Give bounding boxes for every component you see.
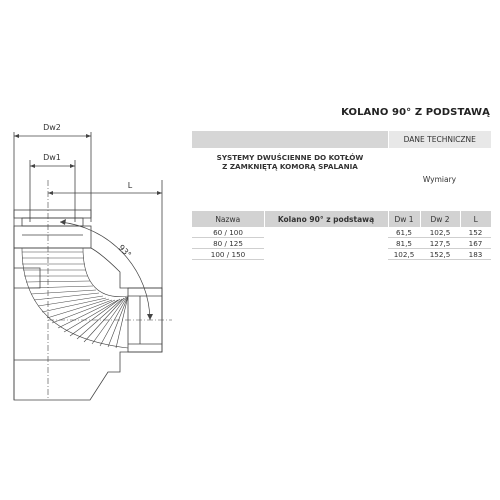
- angle-label: 93°: [116, 243, 133, 260]
- technical-data-table: [192, 131, 491, 260]
- cell-nazwa: 100 / 150: [192, 249, 264, 260]
- cell-nazwa: 60 / 100: [192, 227, 264, 238]
- header-dw1: Dw 1: [388, 211, 420, 227]
- dw2-label: Dw2: [43, 123, 61, 132]
- upper-socket: [14, 226, 91, 248]
- cell-kolano: [264, 227, 388, 238]
- header-kolano: Kolano 90° z podstawą: [264, 211, 388, 227]
- cell-dw1: 81,5: [388, 238, 420, 249]
- cell-dw2: 152,5: [420, 249, 460, 260]
- inner-collar: [22, 218, 83, 226]
- l-label: L: [127, 181, 133, 190]
- table-row: [192, 249, 491, 260]
- system-line-2: Z ZAMKNIĘTĄ KOMORĄ SPALANIA: [222, 162, 358, 171]
- table-header-system: [192, 148, 491, 211]
- table-row: [192, 238, 491, 249]
- header-nazwa: Nazwa: [192, 211, 264, 227]
- product-title: KOLANO 90° Z PODSTAWĄ: [341, 107, 490, 118]
- header-dw2: Dw 2: [420, 211, 460, 227]
- technical-data-table-wrapper: [192, 131, 491, 260]
- system-description: [192, 148, 388, 211]
- corrugated-bend: [22, 248, 128, 348]
- top-collar: [14, 210, 91, 218]
- dw1-label: Dw1: [43, 153, 61, 162]
- base-step: [14, 268, 40, 288]
- cell-l: 167: [460, 238, 491, 249]
- cell-kolano: [264, 249, 388, 260]
- cell-nazwa: 80 / 125: [192, 238, 264, 249]
- cell-l: 183: [460, 249, 491, 260]
- header-l: L: [460, 211, 491, 227]
- cell-dw2: 127,5: [420, 238, 460, 249]
- table-column-headers: [192, 211, 491, 227]
- cell-kolano: [264, 238, 388, 249]
- cell-dw1: 102,5: [388, 249, 420, 260]
- wymiary-label: Wymiary: [422, 175, 457, 184]
- table-row: [192, 227, 491, 238]
- table-header-dane: [192, 131, 491, 148]
- cell-l: 152: [460, 227, 491, 238]
- dane-techniczne-label: DANE TECHNICZNE: [388, 131, 491, 148]
- system-line-1: SYSTEMY DWUŚCIENNE DO KOTŁÓW: [216, 153, 364, 162]
- cell-dw2: 102,5: [420, 227, 460, 238]
- cell-dw1: 61,5: [388, 227, 420, 238]
